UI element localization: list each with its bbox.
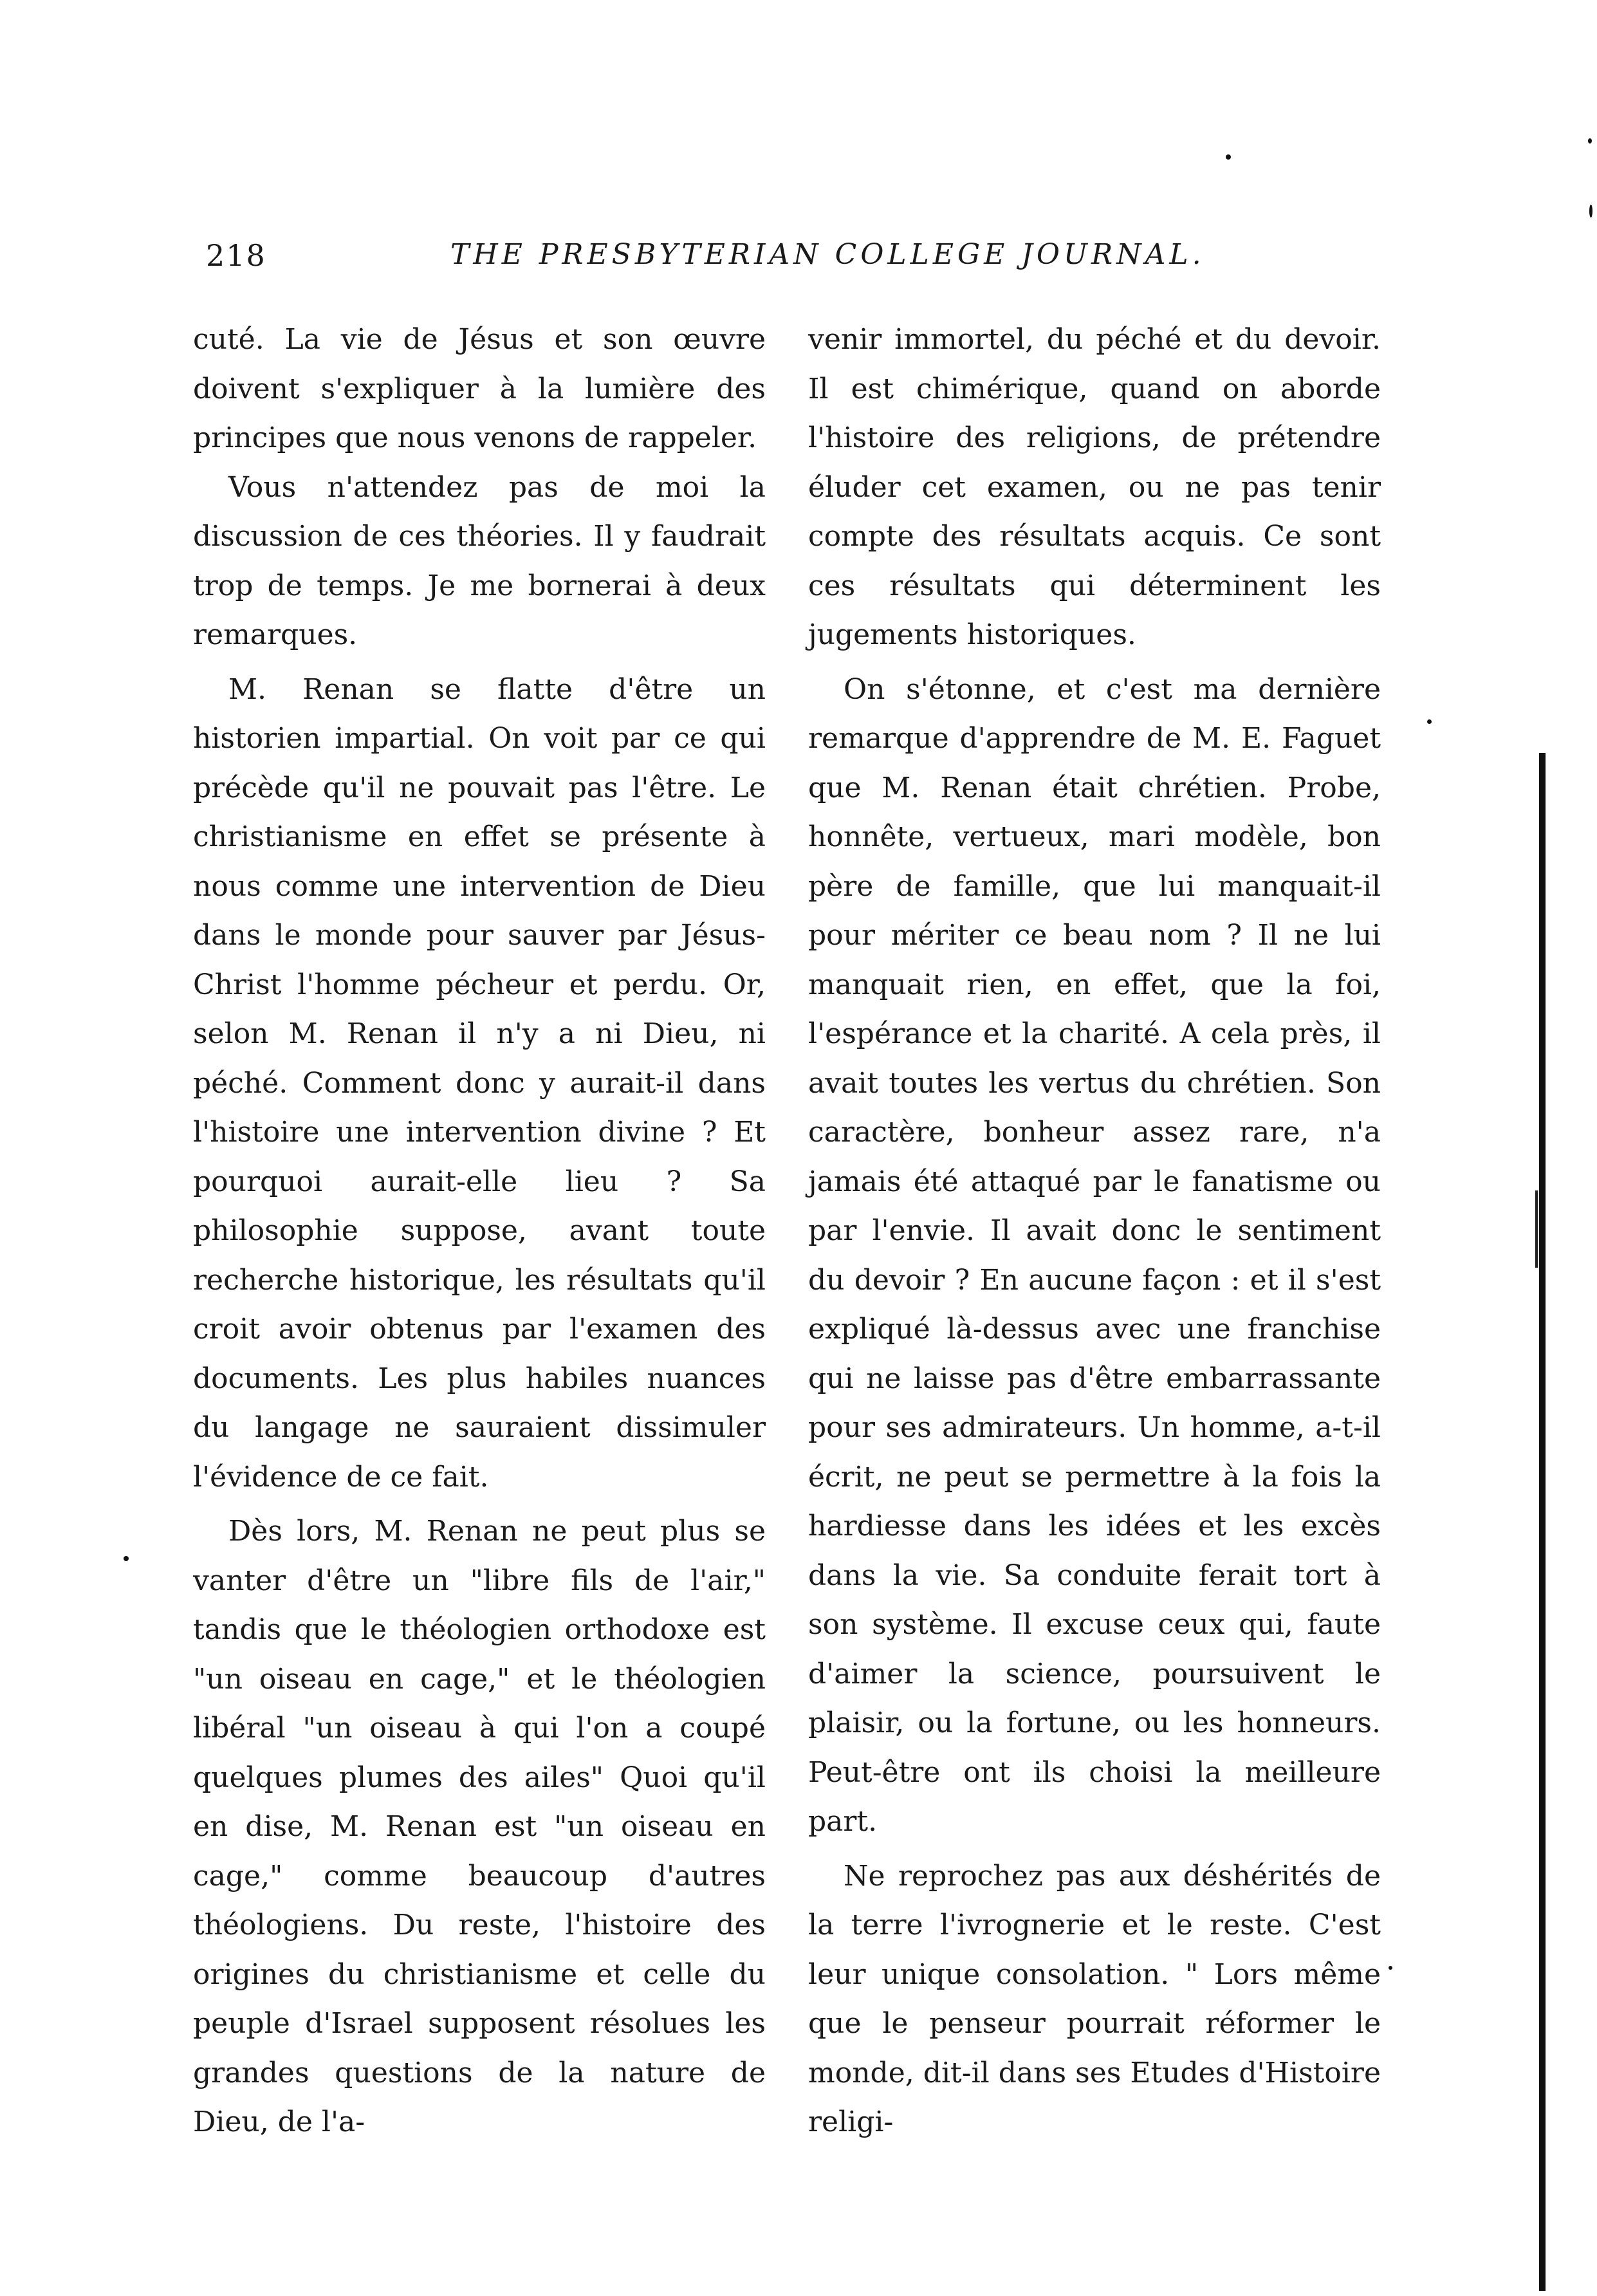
running-title: THE PRESBYTERIAN COLLEGE JOURNAL. bbox=[450, 238, 1205, 271]
page-header bbox=[206, 238, 1377, 283]
paragraph: On s'étonne, et c'est ma dernière remarque d'apprendre de M. E. Faguet que M. Renan était chrétien. Probe, honnête, vertueux, mari modèle, bon père de famille, que lui manquait-il pour mériter ce beau nom ? Il ne lui manquait rien, en effet, que la foi, l'espérance et la charité. A cela près, il avait toutes les vertus du chrétien. Son caractère, bonheur assez rare, n'a jamais été attaqué par le fanatisme ou par l'envie. Il avait donc le sentiment du devoir ? En aucune façon : et il s'est expliqué là-dessus avec une franchise qui ne laisse pas d'être embarrassante pour ses admirateurs. Un homme, a-t-il écrit, ne peut se permettre à la fois la hardiesse dans les idées et les excès dans la vie. Sa conduite ferait tort à son système. Il excuse ceux qui, faute d'aimer la science, poursuivent le plaisir, ou la fortune, ou les honneurs. Peut-être ont ils choisi la meilleure part. bbox=[808, 672, 1381, 1838]
scan-speck bbox=[1226, 154, 1231, 160]
page-number: 218 bbox=[206, 238, 266, 273]
paragraph: venir immortel, du péché et du devoir. Il est chimérique, quand on aborde l'histoire des religions, de prétendre éluder cet examen, ou ne pas tenir compte des résultats acquis. Ce sont ces résultats qui déterminent les jugements historiques. bbox=[808, 323, 1381, 651]
paragraph: Ne reprochez pas aux déshérités de la terre l'ivrognerie et le reste. C'est leur unique consolation. " Lors même que le penseur pourrait réformer le monde, dit-il dans ses Etudes d'Histoire religi- bbox=[808, 1859, 1381, 2138]
scan-edge-shadow bbox=[1539, 753, 1546, 2291]
scan-edge-mark bbox=[1535, 1190, 1538, 1268]
scan-speck bbox=[1427, 719, 1432, 724]
scan-speck bbox=[1589, 205, 1592, 218]
scan-speck bbox=[1389, 1966, 1392, 1970]
right-column bbox=[808, 315, 1381, 2147]
paragraph: M. Renan se flatte d'être un historien impartial. On voit par ce qui précède qu'il ne pouvait pas l'être. Le christianisme en effet se présente à nous comme une intervention de Dieu dans le monde pour sauver par Jésus-Christ l'homme pécheur et perdu. Or, selon M. Renan il n'y a ni Dieu, ni péché. Comment donc y aurait-il dans l'histoire une intervention divine ? Et pourquoi aurait-elle lieu ? Sa philosophie suppose, avant toute recherche historique, les résultats qu'il croit avoir obtenus par l'examen des documents. Les plus habiles nuances du langage ne sauraient dissimuler l'évidence de ce fait. bbox=[193, 672, 766, 1494]
left-column bbox=[193, 315, 766, 2147]
paragraph: cuté. La vie de Jésus et son œuvre doivent s'expliquer à la lumière des principes que nous venons de rappeler. bbox=[193, 323, 766, 454]
paragraph: Dès lors, M. Renan ne peut plus se vanter d'être un "libre fils de l'air," tandis que le théologien orthodoxe est "un oiseau en cage," et le théologien libéral "un oiseau à qui l'on a coupé quelques plumes des ailes" Quoi qu'il en dise, M. Renan est "un oiseau en cage," comme beaucoup d'autres théologiens. Du reste, l'histoire des origines du christianisme et celle du peuple d'Israel supposent résolues les grandes questions de la nature de Dieu, de l'a- bbox=[193, 1515, 766, 2138]
scan-speck bbox=[1588, 138, 1592, 144]
scan-speck bbox=[124, 1556, 129, 1561]
paragraph: Vous n'attendez pas de moi la discussion de ces théories. Il y faudrait trop de temps. Je me bornerai à deux remarques. bbox=[193, 470, 766, 651]
